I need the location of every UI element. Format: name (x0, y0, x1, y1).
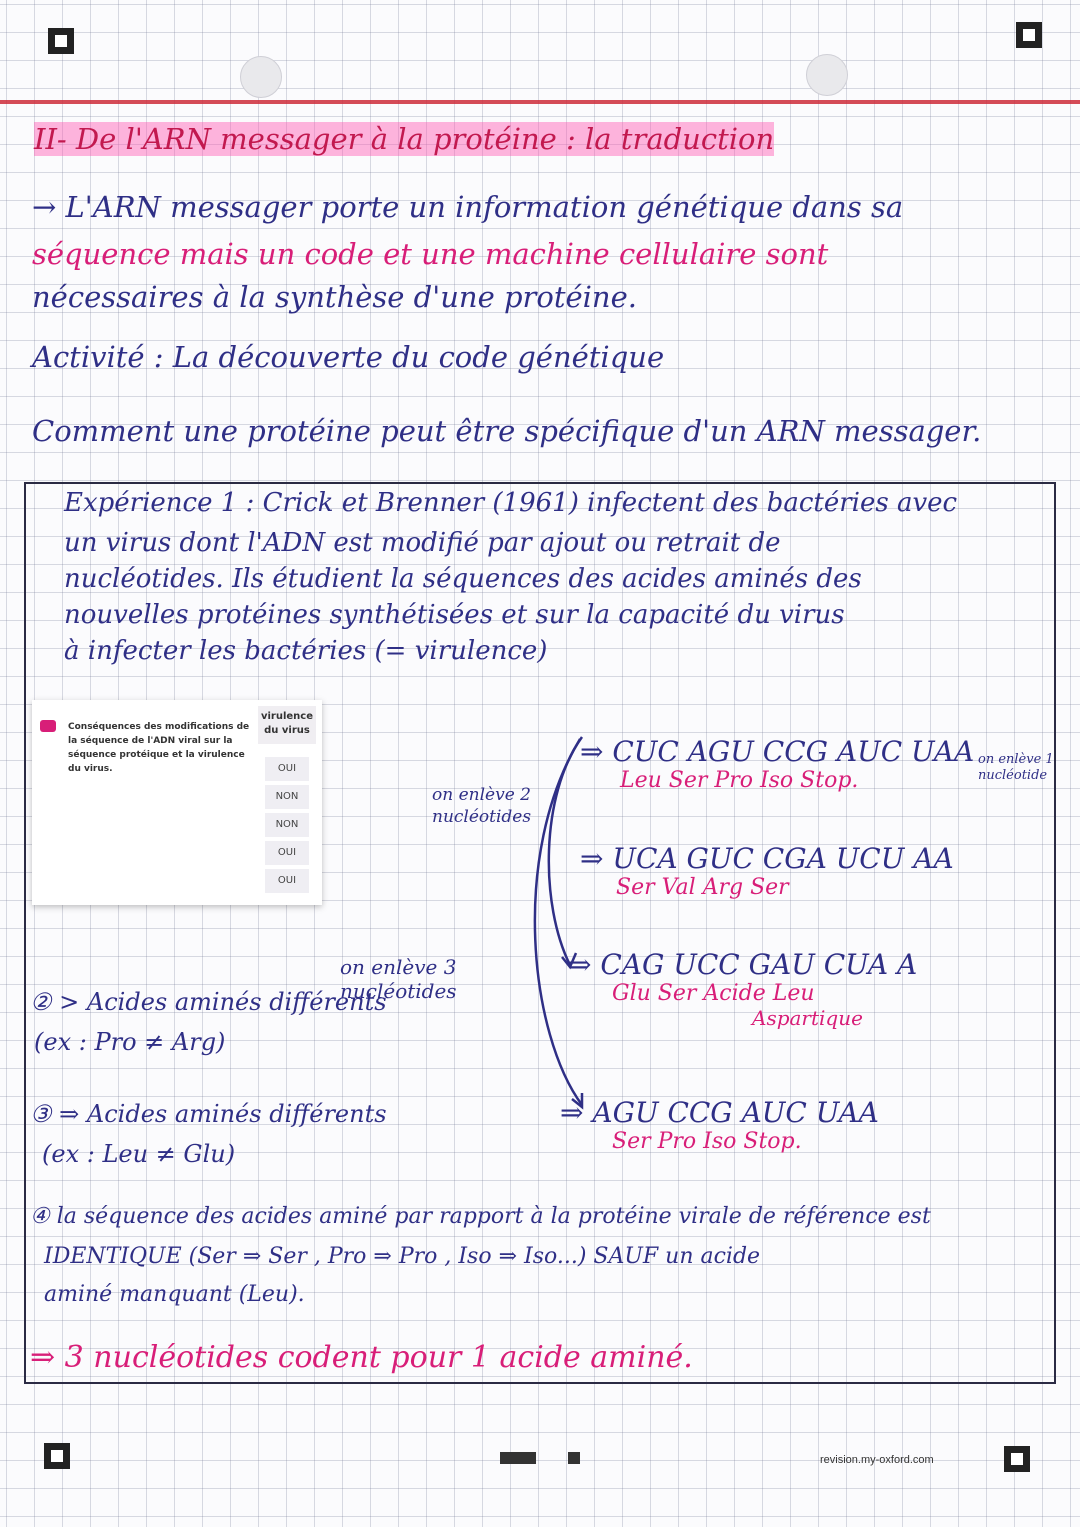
sequence-3-codons: ⇒ CAG UCC GAU CUA A (568, 948, 918, 981)
experience-line-5: à infecter les bactéries (= virulence) (64, 636, 548, 666)
arrow-1-3 (549, 737, 582, 965)
sequence-4 (560, 1096, 879, 1154)
sequence-1 (580, 735, 974, 793)
sequence-1-codons: ⇒ CUC AGU CCG AUC UAA (580, 735, 975, 768)
result-4-line-1: ④ la séquence des acides aminé par rapport à la protéine virale de référence est (30, 1204, 931, 1229)
pasted-table (32, 700, 322, 905)
note-remove-2: on enlève 2 nucléotides (432, 785, 532, 827)
table-caption: Conséquences des modifications de la séquence de l'ADN viral sur la séquence protéique et la virulence du virus. (68, 722, 250, 774)
table-column-header: virulence du virus (258, 706, 316, 744)
corner-marker-top-left (48, 28, 74, 54)
experience-line-3: nucléotides. Ils étudient la séquences des acides aminés des (64, 564, 862, 594)
footer-brand: revision.my-oxford.com (820, 1454, 934, 1466)
arrow-1-4 (535, 739, 582, 1105)
result-2-line-1: ② > Acides aminés différents (30, 988, 387, 1016)
experience-line-4: nouvelles protéines synthétisées et sur la capacité du virus (64, 600, 845, 630)
page-marker (568, 1452, 580, 1464)
intro-line-2: séquence mais un code et une machine cellulaire sont (32, 237, 829, 271)
result-3-line-1: ③ ⇒ Acides aminés différents (30, 1100, 387, 1128)
result-2-line-2: (ex : Pro ≠ Arg) (34, 1028, 226, 1056)
sequence-2-amino-acids: Ser Val Arg Ser (616, 875, 789, 900)
note-side: on enlève 1 nucléotide (978, 752, 1054, 783)
sequence-3-amino-acids-2: Aspartique (752, 1006, 863, 1030)
corner-marker-bottom-left (44, 1443, 70, 1469)
page-marker (500, 1452, 536, 1464)
table-cell: NON (265, 785, 309, 809)
corner-marker-top-right (1016, 22, 1042, 48)
sequence-1-amino-acids: Leu Ser Pro Iso Stop. (620, 768, 859, 793)
sequence-2 (580, 842, 954, 900)
question: Comment une protéine peut être spécifique d'un ARN messager. (32, 414, 982, 448)
table-cell: OUI (265, 841, 309, 865)
table-cell: OUI (265, 869, 309, 893)
corner-marker-bottom-right (1004, 1446, 1030, 1472)
margin-line (0, 100, 1080, 104)
table-cell: OUI (265, 757, 309, 781)
sequence-2-codons: ⇒ UCA GUC CGA UCU AA (580, 842, 954, 875)
table-cell: NON (265, 813, 309, 837)
sequence-3-amino-acids: Glu Ser Acide Leu (612, 981, 815, 1006)
intro-line-1: → L'ARN messager porte un information génétique dans sa (32, 190, 904, 224)
result-4-line-3: aminé manquant (Leu). (44, 1282, 305, 1307)
page-title: II- De l'ARN messager à la protéine : la traduction (34, 122, 775, 156)
activity-title: Activité : La découverte du code génétique (32, 340, 665, 374)
result-3-line-2: (ex : Leu ≠ Glu) (42, 1140, 236, 1168)
experience-line-2: un virus dont l'ADN est modifié par ajout ou retrait de (64, 528, 781, 558)
sequence-4-codons: ⇒ AGU CCG AUC UAA (560, 1096, 879, 1129)
result-4-line-2: IDENTIQUE (Ser ⇒ Ser , Pro ⇒ Pro , Iso ⇒ Iso...) SAUF un acide (44, 1244, 761, 1269)
conclusion: ⇒ 3 nucléotides codent pour 1 acide aminé. (30, 1340, 693, 1375)
intro-line-3: nécessaires à la synthèse d'une protéine. (32, 280, 637, 314)
experience-line-1: Expérience 1 : Crick et Brenner (1961) infectent des bactéries avec (64, 488, 958, 518)
sequence-3 (568, 948, 917, 1030)
punch-hole-left (240, 56, 282, 98)
sequence-4-amino-acids: Ser Pro Iso Stop. (612, 1129, 802, 1154)
punch-hole-right (806, 54, 848, 96)
table-badge (40, 720, 56, 732)
note-remove-3: on enlève 3 nucléotides (340, 955, 457, 1003)
